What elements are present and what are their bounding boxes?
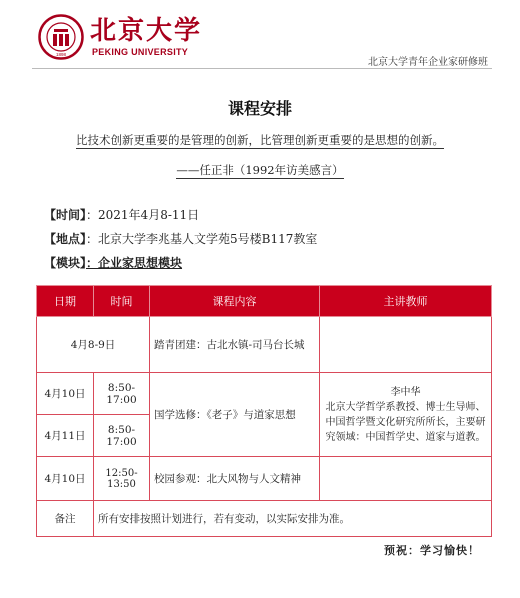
info-module-label: 【模块】 — [44, 256, 87, 270]
page-header — [0, 0, 520, 66]
quote — [0, 132, 520, 148]
teacher-desc-1: 北京大学哲学系教授、博士生导师、 — [325, 401, 486, 413]
row4-date: 4月10日 — [37, 457, 94, 501]
info-module — [44, 254, 182, 271]
note-text: 所有安排按照计划进行，若有变动，以实际安排为准。 — [94, 501, 492, 537]
teacher-desc-2: 中国哲学暨文化研究所所长，主要研 — [325, 416, 486, 428]
header-divider — [32, 68, 492, 69]
row4-content: 校园参观：北大风物与人文精神 — [150, 457, 320, 501]
table-row — [37, 373, 492, 415]
row2-time: 8:50-17:00 — [94, 373, 150, 415]
page-title: 课程安排 — [227, 99, 292, 118]
quote-author-text: ——任正非（1992年访美感言） — [176, 163, 344, 177]
peking-university-seal-icon — [38, 14, 84, 60]
table-row — [37, 457, 492, 501]
info-time-value: ：2021年4月8-11日 — [86, 208, 200, 222]
header-time: 时间 — [94, 286, 150, 317]
row4-time: 12:50-13:50 — [94, 457, 150, 501]
teacher-cell — [320, 373, 492, 457]
table-header-row — [37, 286, 492, 317]
header-date: 日期 — [37, 286, 94, 317]
teacher-desc-3: 究领域：中国哲学史、道家与道教。 — [325, 431, 486, 443]
info-time — [44, 206, 199, 223]
teacher-name: 李中华 — [390, 386, 421, 398]
row4-teacher — [320, 457, 492, 501]
table-row — [37, 501, 492, 537]
note-label: 备注 — [37, 501, 94, 537]
row3-time: 8:50-17:00 — [94, 415, 150, 457]
header-teacher: 主讲教师 — [320, 286, 492, 317]
header-content: 课程内容 — [150, 286, 320, 317]
merged-content: 国学选修：《老子》与道家思想 — [150, 373, 320, 457]
row2-date: 4月10日 — [37, 373, 94, 415]
info-place — [44, 230, 317, 247]
svg-text:1898: 1898 — [55, 52, 67, 57]
quote-text: 比技术创新更重要的是管理的创新，比管理创新更重要的是思想的创新。 — [76, 133, 444, 147]
row1-date: 4月8-9日 — [37, 317, 150, 373]
program-name: 北京大学青年企业家研修班 — [368, 57, 488, 68]
row1-content: 踏青团建：古北水镇-司马台长城 — [150, 317, 320, 373]
info-place-label: 【地点】 — [44, 232, 87, 246]
info-module-value: ：企业家思想模块 — [86, 256, 183, 270]
logo-chinese: 北京大学 — [90, 16, 203, 46]
row3-date: 4月11日 — [37, 415, 94, 457]
schedule-table — [36, 285, 492, 537]
table-row — [37, 317, 492, 373]
info-place-value: ：北京大学李兆基人文学苑5号楼B117教室 — [86, 232, 318, 246]
quote-author — [0, 162, 520, 178]
row1-teacher — [320, 317, 492, 373]
info-time-label: 【时间】 — [44, 208, 87, 222]
logo-english: PEKING UNIVERSITY — [92, 47, 189, 57]
footer-wishes: 预祝：学习愉快！ — [384, 544, 480, 557]
